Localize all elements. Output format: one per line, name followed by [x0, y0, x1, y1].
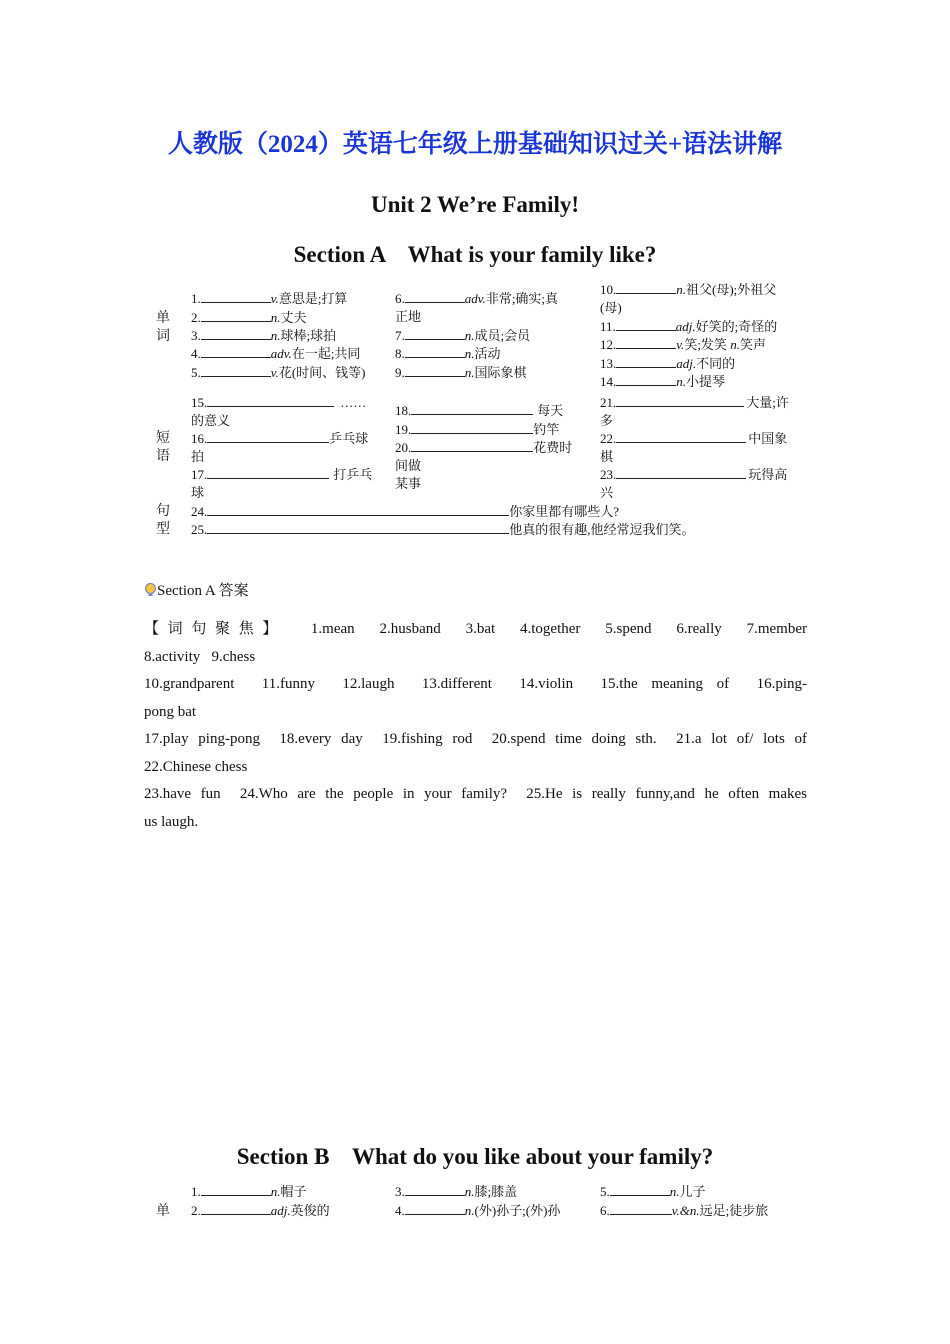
answer-line: us laugh. — [144, 813, 199, 830]
word-item-b6: 6. v.&n.远足;徒步旅 — [600, 1203, 769, 1218]
answer-line: 17.play ping-pong 18.every day 19.fishing rod 20.spend time doing sth. 21.a lot of/ lots of — [144, 731, 807, 747]
answer-blank[interactable] — [616, 430, 746, 443]
phrase-item-20: 20. 花费时 间做 某事 — [395, 440, 573, 491]
word-item-5: 5. v.花(时间、钱等) — [191, 365, 366, 380]
word-item-11: 11. adj.好笑的;奇怪的 — [600, 319, 778, 334]
answer-blank[interactable] — [201, 345, 271, 358]
answer-blank[interactable] — [207, 430, 329, 443]
category-phrases: 短 语 — [156, 431, 170, 464]
document-title: 人教版（2024）英语七年级上册基础知识过关+语法讲解 — [167, 131, 783, 158]
answer-blank[interactable] — [411, 402, 533, 415]
word-item-4: 4. adv.在一起;共同 — [191, 346, 361, 361]
category-words-b: 单 — [156, 1204, 170, 1219]
phrase-item-16: 16. 乒乓球 拍 — [191, 431, 369, 464]
answer-blank[interactable] — [616, 394, 744, 407]
answers-heading: Section A 答案 — [144, 579, 249, 600]
section-b-title: Section B What do you like about your family? — [236, 1144, 714, 1169]
lightbulb-icon — [144, 583, 157, 597]
phrase-item-22: 22. 中国象 棋 — [600, 431, 788, 464]
answer-line: 22.Chinese chess — [144, 758, 248, 775]
answer-blank[interactable] — [201, 364, 271, 377]
word-item-12: 12. v.笑;发笑 n.笑声 — [600, 337, 766, 352]
answer-blank[interactable] — [207, 466, 329, 479]
answer-line: 【词句聚焦】 1.mean 2.husband 3.bat 4.together 5.spend 6.really 7.member — [144, 621, 807, 637]
answer-blank[interactable] — [207, 521, 509, 534]
sentence-item-24: 24. 你家里都有哪些人? — [191, 504, 620, 519]
answer-blank[interactable] — [207, 503, 509, 516]
word-item-7: 7. n.成员;会员 — [395, 328, 531, 343]
answer-blank[interactable] — [616, 336, 676, 349]
word-item-10: 10. n.祖父(母);外祖父 (母) — [600, 282, 777, 315]
word-item-1: 1. v.意思是;打算 — [191, 291, 348, 306]
answer-blank[interactable] — [405, 327, 465, 340]
category-words: 单 词 — [156, 311, 170, 344]
answer-blank[interactable] — [201, 1183, 271, 1196]
word-item-b2: 2. adj.英俊的 — [191, 1203, 330, 1218]
phrase-item-23: 23. 玩得高 兴 — [600, 467, 788, 500]
category-sentences: 句 型 — [156, 504, 170, 537]
word-item-14: 14. n.小提琴 — [600, 374, 726, 389]
unit-title: Unit 2 We’re Family! — [370, 192, 580, 217]
answer-blank[interactable] — [405, 345, 465, 358]
word-item-8: 8. n.活动 — [395, 346, 501, 361]
phrase-item-18: 18. 每天 — [395, 403, 564, 418]
answer-blank[interactable] — [405, 1202, 465, 1215]
answers-block — [144, 616, 807, 836]
word-item-b4: 4. n.(外)孙子;(外)孙 — [395, 1203, 561, 1218]
answer-blank[interactable] — [201, 290, 271, 303]
answer-blank[interactable] — [616, 318, 676, 331]
answer-blank[interactable] — [201, 327, 271, 340]
phrase-item-17: 17. 打乒乓 球 — [191, 467, 373, 500]
answer-blank[interactable] — [411, 421, 533, 434]
answer-blank[interactable] — [411, 439, 533, 452]
word-item-b1: 1. n.帽子 — [191, 1184, 307, 1199]
answer-blank[interactable] — [616, 466, 746, 479]
phrase-item-15: 15. …… 的意义 — [191, 395, 367, 428]
answer-blank[interactable] — [616, 281, 676, 294]
phrase-item-21: 21. 大量;许 多 — [600, 395, 789, 428]
word-item-2: 2. n.丈夫 — [191, 310, 307, 325]
word-item-3: 3. n.球棒;球拍 — [191, 328, 337, 343]
word-item-9: 9. n.国际象棋 — [395, 365, 527, 380]
answer-blank[interactable] — [405, 290, 465, 303]
word-item-b3: 3. n.膝;膝盖 — [395, 1184, 518, 1199]
section-a-title: Section A What is your family like? — [293, 242, 657, 267]
phrase-item-19: 19. 钓竿 — [395, 422, 560, 437]
word-item-b5: 5. n.儿子 — [600, 1184, 706, 1199]
answer-blank[interactable] — [405, 364, 465, 377]
answer-line: 8.activity 9.chess — [144, 648, 256, 665]
word-item-13: 13. adj.不同的 — [600, 356, 736, 371]
answer-blank[interactable] — [616, 373, 676, 386]
answer-line: pong bat — [144, 703, 197, 720]
answer-line: 10.grandparent 11.funny 12.laugh 13.different 14.violin 15.the meaning of 16.ping- — [144, 676, 807, 692]
answer-blank[interactable] — [201, 1202, 271, 1215]
answer-blank[interactable] — [207, 394, 334, 407]
word-item-6: 6. adv.非常;确实;真 正地 — [395, 291, 559, 324]
answer-blank[interactable] — [610, 1202, 672, 1215]
answer-blank[interactable] — [610, 1183, 670, 1196]
answer-blank[interactable] — [616, 355, 676, 368]
answer-line: 23.have fun 24.Who are the people in your family? 25.He is really funny,and he often makes — [144, 786, 807, 802]
sentence-item-25: 25. 他真的很有趣,他经常逗我们笑。 — [191, 522, 695, 537]
answer-blank[interactable] — [405, 1183, 465, 1196]
answer-blank[interactable] — [201, 309, 271, 322]
